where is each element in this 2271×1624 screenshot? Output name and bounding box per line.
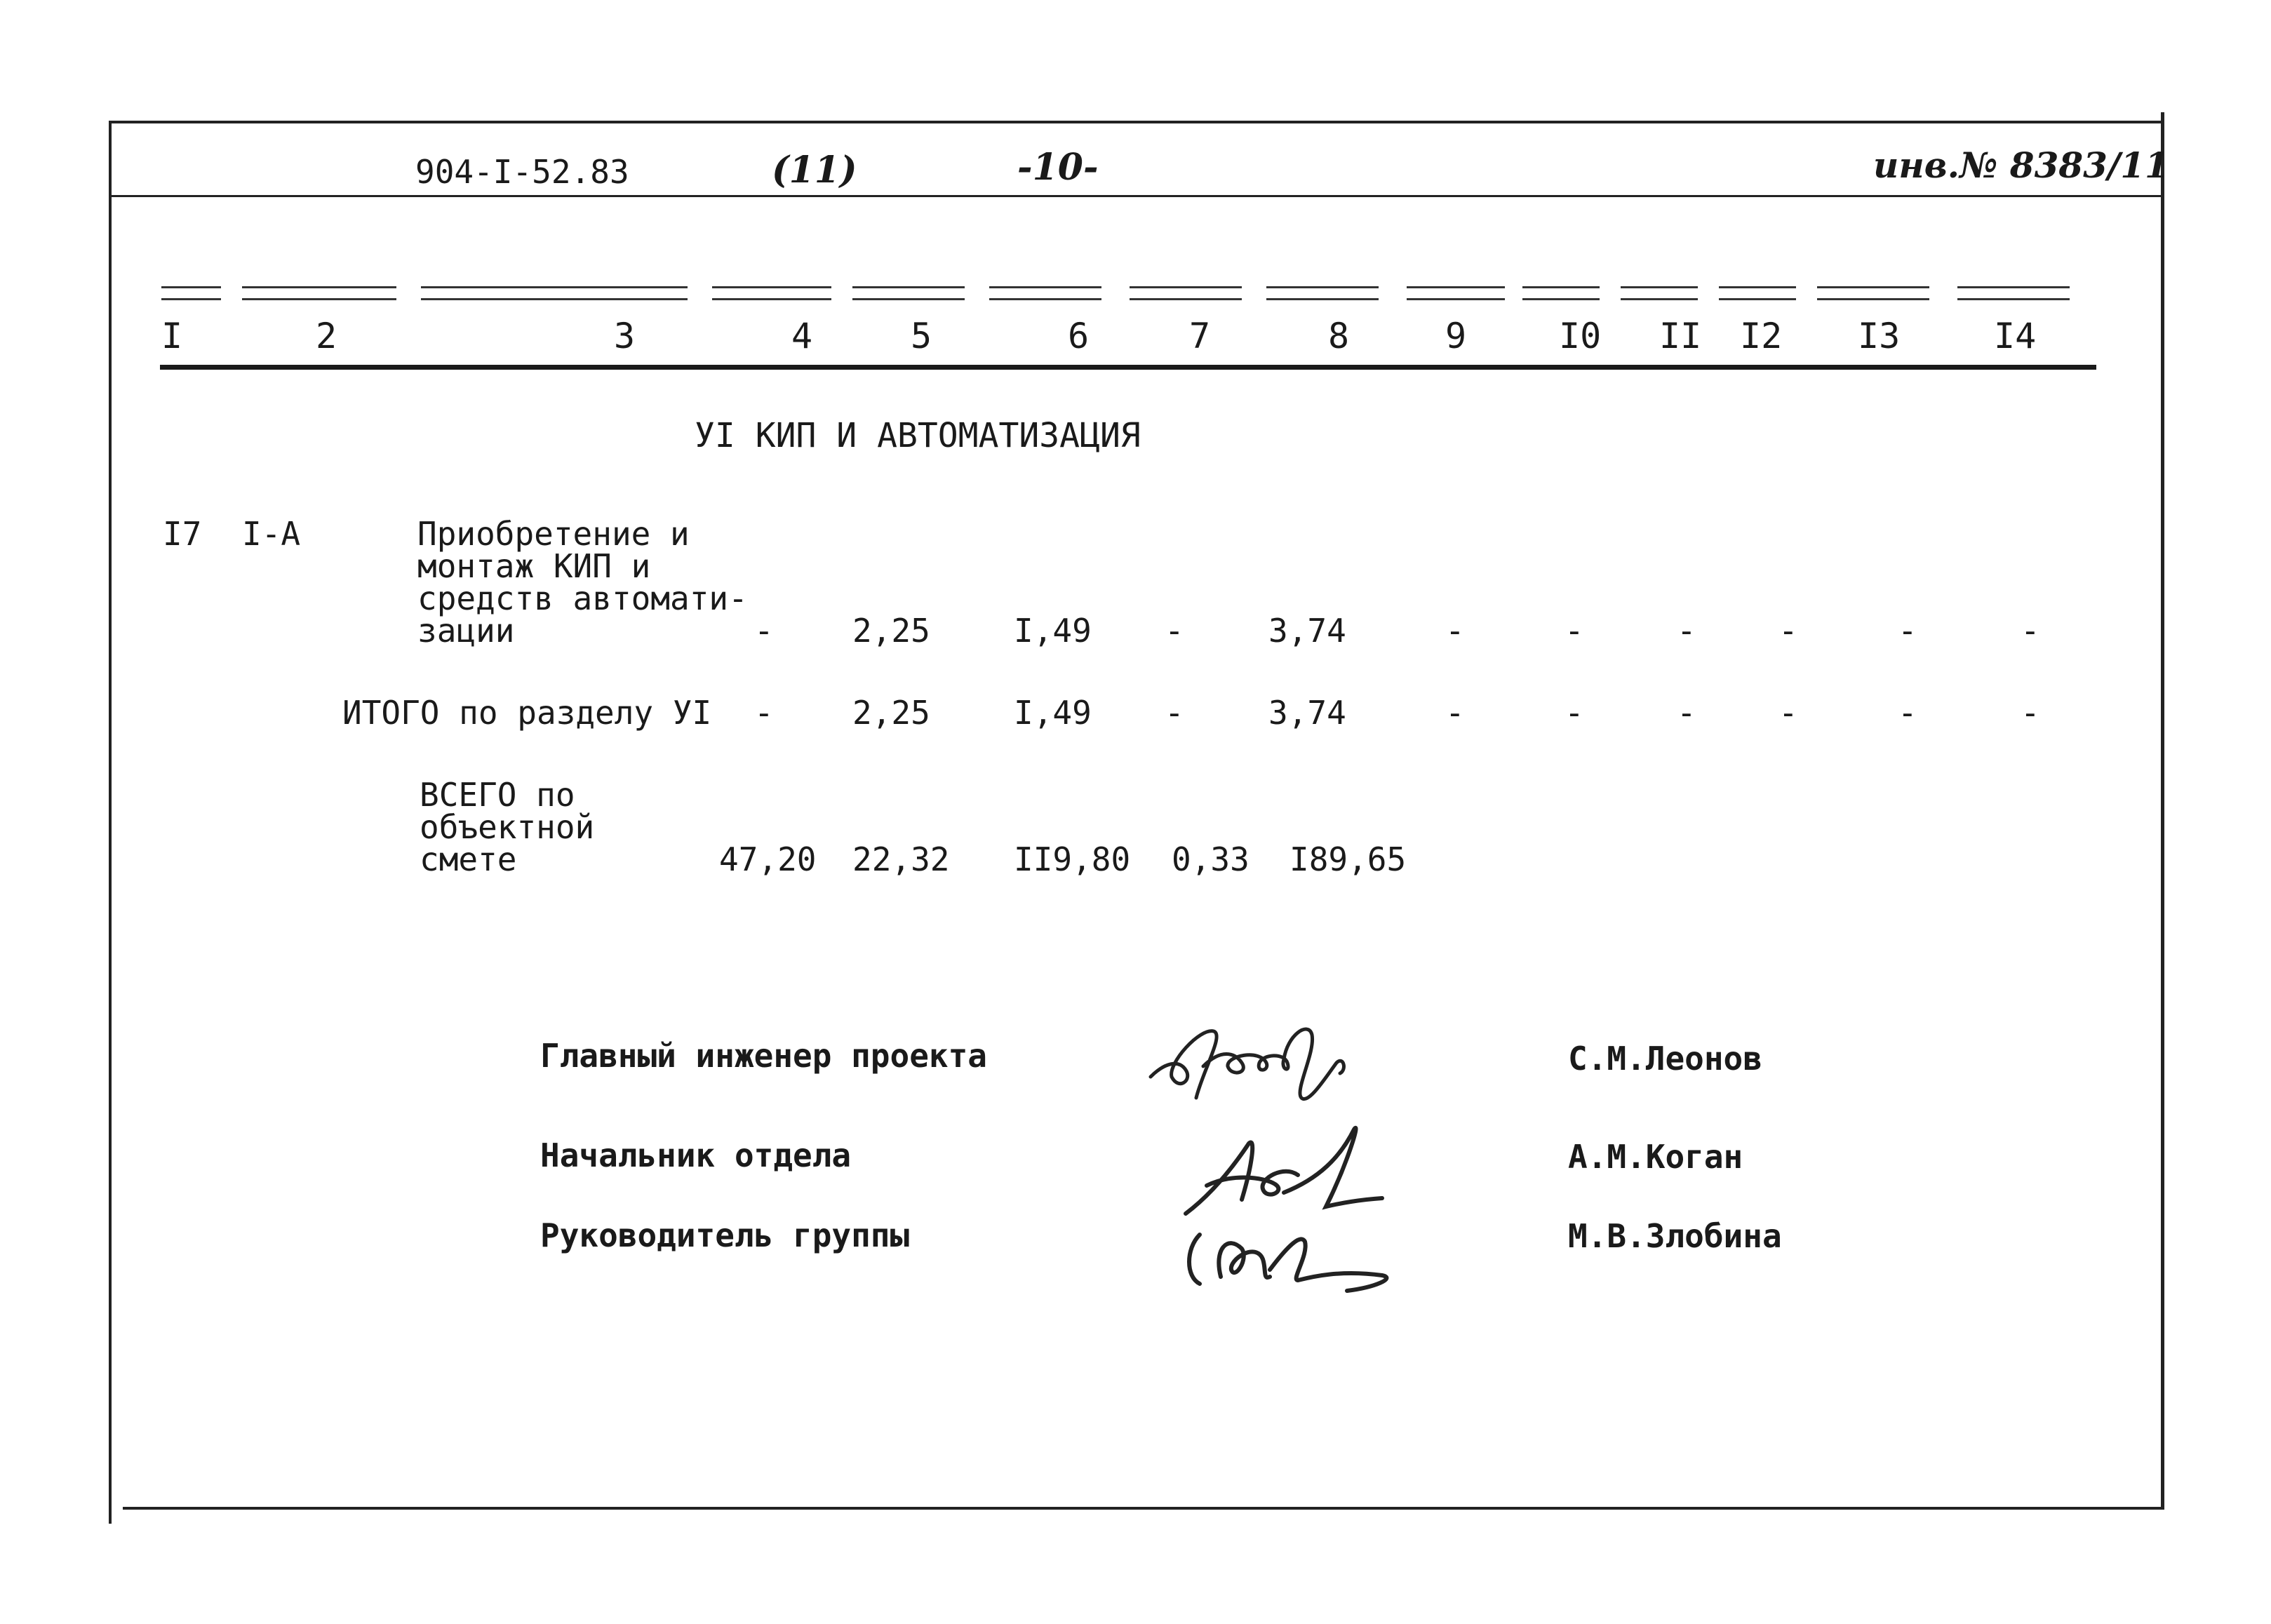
row-number: I7 bbox=[163, 515, 202, 553]
column-number: 9 bbox=[1445, 316, 1467, 356]
cell-col13: - bbox=[1898, 612, 1917, 650]
cell-col4: - bbox=[754, 694, 774, 732]
grand-total-label-line: ВСЕГО по bbox=[420, 776, 575, 814]
cell-col4: 47,20 bbox=[719, 840, 817, 878]
cell-col12: - bbox=[1778, 694, 1798, 732]
column-number: II bbox=[1659, 316, 1702, 356]
cell-col14: - bbox=[2021, 612, 2040, 650]
cell-col4: - bbox=[754, 612, 774, 650]
grand-total-label-line: смете bbox=[420, 840, 517, 878]
inventory-number: инв.№ 8383/11 bbox=[1873, 145, 2169, 186]
cell-col11: - bbox=[1677, 694, 1696, 732]
column-number: I4 bbox=[1994, 316, 2037, 356]
column-number: 8 bbox=[1328, 316, 1350, 356]
section-title: УI КИП И АВТОМАТИЗАЦИЯ bbox=[695, 416, 1141, 455]
column-number: 3 bbox=[614, 316, 636, 356]
cell-col11: - bbox=[1677, 612, 1696, 650]
signature-title: Главный инженер проекта bbox=[540, 1037, 987, 1075]
column-number: 5 bbox=[911, 316, 932, 356]
cell-col7: - bbox=[1165, 694, 1184, 732]
signature-name: М.В.Злобина bbox=[1568, 1217, 1782, 1255]
frame-top bbox=[109, 121, 2164, 123]
signature-name: А.М.Коган bbox=[1568, 1138, 1743, 1176]
row-name-line: зации bbox=[417, 612, 515, 650]
document-code: 904-I-52.83 bbox=[415, 153, 629, 191]
cell-col6: II9,80 bbox=[1014, 840, 1131, 878]
frame-left bbox=[109, 121, 112, 1524]
cell-col8: I89,65 bbox=[1289, 840, 1407, 878]
column-number: I3 bbox=[1858, 316, 1901, 356]
subtotal-label: ИТОГО по разделу УI bbox=[342, 694, 712, 732]
frame-header-divider bbox=[109, 195, 2164, 197]
signature-name: С.М.Леонов bbox=[1568, 1040, 1762, 1078]
cell-col9: - bbox=[1445, 612, 1465, 650]
cell-col5: 2,25 bbox=[852, 612, 930, 650]
row-code: I-А bbox=[242, 515, 301, 553]
cell-col13: - bbox=[1898, 694, 1917, 732]
row-name-line: средств автомати- bbox=[417, 579, 748, 617]
page-number: -10- bbox=[1017, 146, 1099, 189]
sheet-mark: (11) bbox=[772, 149, 857, 192]
handwritten-signature-chief-engineer bbox=[1137, 993, 1403, 1112]
cell-col8: 3,74 bbox=[1268, 694, 1346, 732]
cell-col6: I,49 bbox=[1014, 694, 1092, 732]
cell-col10: - bbox=[1565, 612, 1584, 650]
cell-col8: 3,74 bbox=[1268, 612, 1346, 650]
cell-col12: - bbox=[1778, 612, 1798, 650]
frame-bottom bbox=[123, 1507, 2164, 1510]
row-name-line: монтаж КИП и bbox=[417, 547, 651, 585]
column-number: 2 bbox=[316, 316, 337, 356]
column-number: 6 bbox=[1068, 316, 1090, 356]
signature-title: Начальник отдела bbox=[540, 1136, 852, 1174]
handwritten-signature-head-of-department bbox=[1179, 1115, 1431, 1221]
cell-col6: I,49 bbox=[1014, 612, 1092, 650]
column-number: I bbox=[161, 316, 183, 356]
cell-col14: - bbox=[2021, 694, 2040, 732]
column-number: I0 bbox=[1559, 316, 1602, 356]
grand-total-label-line: объектной bbox=[420, 808, 595, 846]
cell-col7: 0,33 bbox=[1172, 840, 1250, 878]
cell-col10: - bbox=[1565, 694, 1584, 732]
frame-right bbox=[2161, 112, 2164, 1510]
cell-col9: - bbox=[1445, 694, 1465, 732]
column-number: 7 bbox=[1189, 316, 1211, 356]
row-name-line: Приобретение и bbox=[417, 515, 690, 553]
handwritten-signature-group-leader bbox=[1179, 1221, 1417, 1298]
cell-col5: 22,32 bbox=[852, 840, 950, 878]
column-number: I2 bbox=[1740, 316, 1783, 356]
cell-col7: - bbox=[1165, 612, 1184, 650]
column-header-underline bbox=[160, 365, 2096, 370]
signature-title: Руководитель группы bbox=[540, 1216, 910, 1254]
column-number: 4 bbox=[791, 316, 813, 356]
cell-col5: 2,25 bbox=[852, 694, 930, 732]
